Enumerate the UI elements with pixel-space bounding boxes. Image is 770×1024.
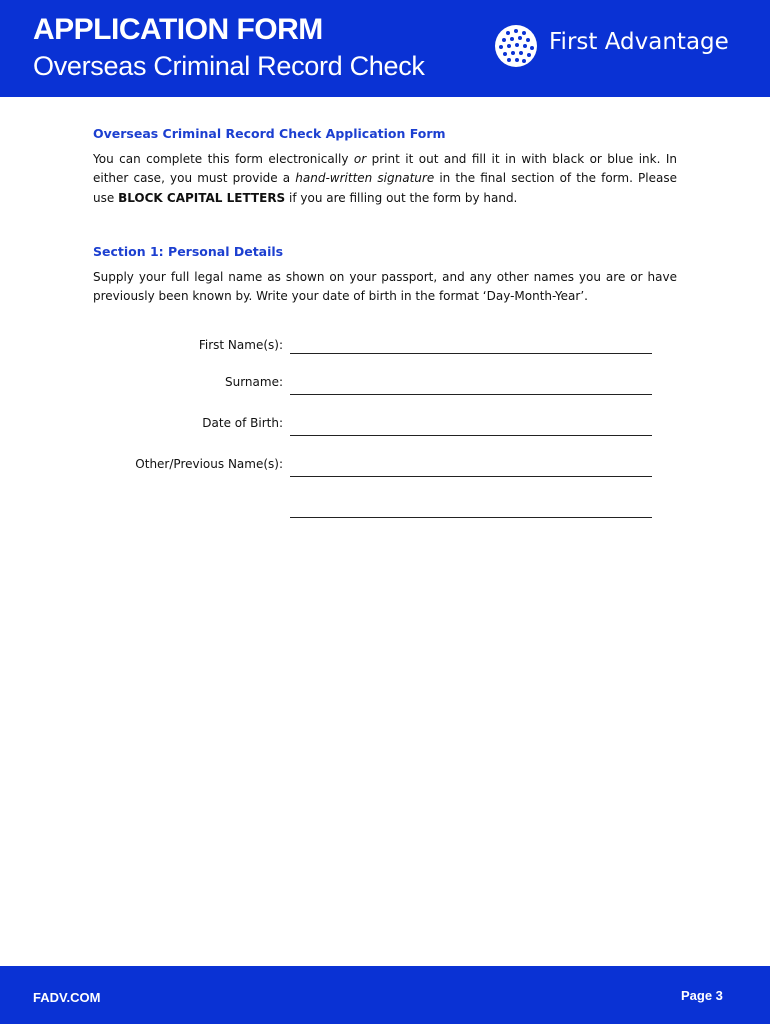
intro-emphasis-block-capitals: BLOCK CAPITAL LETTERS [118, 190, 286, 205]
intro-text: print it out and fill it in with black or blue ink. In either case, you must provide a [93, 151, 677, 185]
header-banner [0, 0, 770, 97]
intro-section [93, 124, 677, 307]
form-title: APPLICATION FORM [33, 13, 323, 46]
dob-label: Date of Birth: [202, 416, 283, 430]
intro-heading: Overseas Criminal Record Check Application Form [93, 126, 446, 141]
page-number: Page 3 [681, 988, 723, 1003]
other-names-label: Other/Previous Name(s): [135, 457, 283, 471]
footer-banner [0, 966, 770, 1024]
intro-text: You can complete this form electronically [93, 151, 354, 166]
dob-field[interactable] [290, 435, 652, 436]
intro-text: in the final section of the form. Please use [93, 171, 677, 205]
first-name-label: First Name(s): [198, 338, 283, 352]
section1-heading: Section 1: Personal Details [93, 244, 284, 259]
other-names-field[interactable] [290, 476, 652, 477]
intro-text: if you are filling out the form by hand. [285, 190, 518, 205]
intro-emphasis-or: or [353, 151, 367, 166]
globe-icon [494, 24, 538, 68]
section1-instructions: Supply your full legal name as shown on your passport, and any other names you are or have previously been known by. Write your date of birth in the format ‘Day-Month-Year’. [93, 269, 677, 303]
surname-field[interactable] [290, 394, 652, 395]
other-names-field-extra[interactable] [290, 517, 652, 518]
first-name-field[interactable] [290, 353, 652, 354]
logo-text: First Advantage [549, 29, 729, 55]
footer-site: FADV.COM [33, 990, 101, 1005]
intro-emphasis-signature: hand-written signature [295, 171, 435, 185]
form-subtitle: Overseas Criminal Record Check [33, 51, 425, 81]
surname-label: Surname: [224, 375, 283, 389]
company-logo [494, 24, 734, 68]
intro-paragraph [93, 150, 677, 209]
